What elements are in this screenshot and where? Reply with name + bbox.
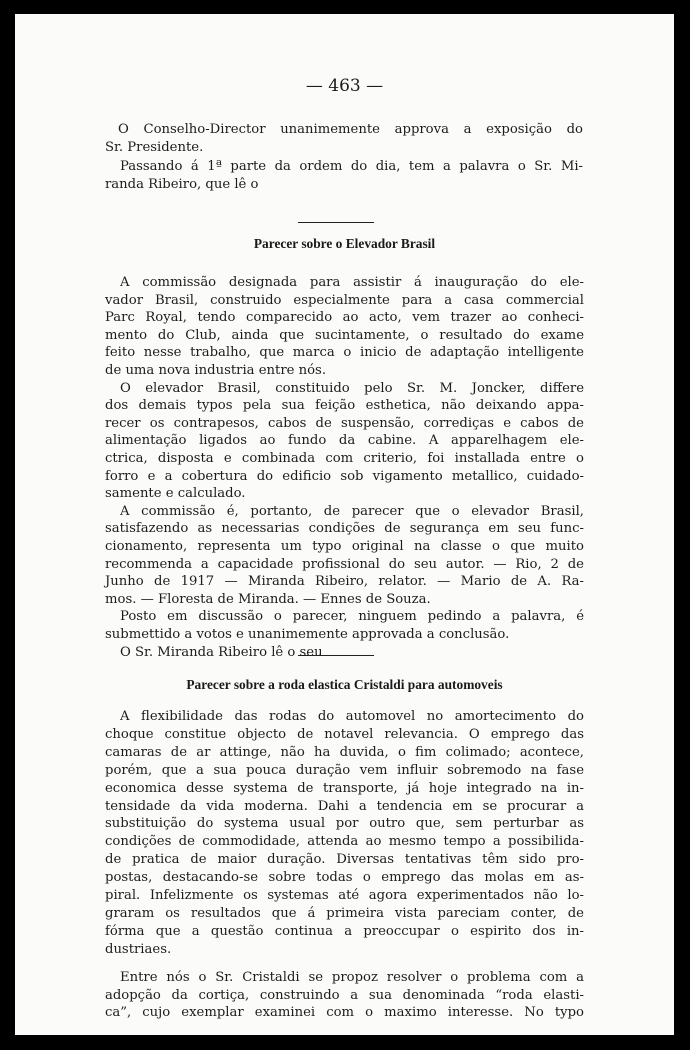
text-line: feito nesse trabalho, que marca o inicio de adaptação intelligente: [105, 345, 584, 361]
section-title-roda: Parecer sobre a roda elastica Cristaldi para automoveis: [186, 677, 503, 692]
text-line: O Conselho-Director unanimemente approva a exposição do: [118, 122, 583, 137]
text-line: choque constitue objecto de notavel relevancia. O emprego das: [105, 726, 584, 742]
text-line: mos. — Floresta de Miranda. — Ennes de Souza.: [105, 591, 431, 607]
text-line: Parc Royal, tendo comparecido ao acto, vem trazer ao conheci-: [105, 310, 584, 326]
text-line: O elevador Brasil, constituido pelo Sr. M. Joncker, differe: [120, 380, 584, 396]
section-title-elevador: Parecer sobre o Elevador Brasil: [253, 236, 436, 251]
text-line: substituição do systema usual por outro que, sem perturbar as: [105, 816, 584, 832]
text-line: dustriaes.: [105, 941, 172, 957]
text-line: de pratica de maior duração. Diversas tentativas têm sido pro-: [105, 852, 584, 868]
section-divider: [298, 655, 374, 656]
text-line: graram os resultados que á primeira vista pareciam conter, de: [105, 905, 584, 921]
text-line: adopção da cortiça, construindo a sua denominada “roda elasti-: [105, 987, 584, 1003]
text-line: vador Brasil, construido especialmente para a casa commercial: [105, 292, 584, 308]
text-line: Passando á 1ª parte da ordem do dia, tem a palavra o Sr. Mi-: [120, 159, 583, 174]
text-line: A commissão designada para assistir á inauguração do ele-: [120, 275, 584, 290]
text-line: cionamento, representa um typo original na classe o que muito: [105, 539, 584, 554]
text-line: ca”, cujo exemplar examinei com o maximo interesse. No typo: [105, 1005, 584, 1021]
text-line: tensidade da vida moderna. Dahi a tendencia em se procurar a: [105, 798, 584, 814]
text-line: camaras de ar attinge, não ha duvida, o fim colimado; acontece,: [105, 744, 584, 760]
section-divider: [298, 222, 374, 223]
text-line: submettido a votos e unanimemente approvada a conclusão.: [105, 627, 510, 642]
text-line: Entre nós o Sr. Cristaldi se propoz resolver o problema com a: [120, 969, 584, 985]
text-line: porém, que a sua pouca duração vem influir sobremodo na fase: [105, 762, 584, 778]
text-line: recommenda a capacidade profissional do seu autor. — Rio, 2 de: [105, 556, 584, 572]
text-line: de uma nova industria entre nós.: [105, 363, 327, 378]
text-line: A flexibilidade das rodas do automovel no amortecimento do: [120, 709, 584, 724]
text-line: alimentação ligados ao fundo da cabine. A apparelhagem ele-: [105, 433, 584, 449]
text-line: Posto em discussão o parecer, ninguem pedindo a palavra, é: [120, 609, 584, 625]
text-line: mento do Club, ainda que sucintamente, o resultado do exame: [105, 327, 584, 343]
text-line: forro e a cobertura do edificio sob vigamento metallico, cuidado-: [105, 468, 584, 484]
text-line: satisfazendo as necessarias condições de segurança em seu func-: [105, 521, 584, 537]
text-line: fórma que a questão continua a preoccupar o espirito dos in-: [105, 923, 584, 939]
text-line: O Sr. Miranda Ribeiro lê o seu: [120, 644, 323, 660]
text-line: dos demais typos pela sua feição esthetica, não deixando appa-: [105, 398, 584, 414]
text-line: Sr. Presidente.: [105, 140, 204, 155]
text-line: postas, destacando-se sobre todas o emprego das molas em as-: [105, 870, 584, 886]
text-line: recer os contrapesos, cabos de suspensão, corrediças e cabos de: [105, 415, 584, 431]
text-line: condições de commodidade, attenda ao mesmo tempo a possibilida-: [105, 834, 584, 850]
text-line: A commissão é, portanto, de parecer que o elevador Brasil,: [120, 503, 584, 519]
text-line: Junho de 1917 — Miranda Ribeiro, relator. — Mario de A. Ra-: [105, 574, 584, 590]
page-number: — 463 —: [305, 76, 384, 96]
text-line: randa Ribeiro, que lê o: [105, 177, 259, 192]
text-line: ctrica, disposta e combinada com criterio, foi installada entre o: [105, 451, 584, 466]
text-line: piral. Infelizmente os systemas até agora experimentados não lo-: [105, 888, 584, 903]
text-line: economica desse systema de transporte, já hoje integrado na in-: [105, 780, 584, 796]
text-line: samente e calculado.: [105, 486, 246, 502]
